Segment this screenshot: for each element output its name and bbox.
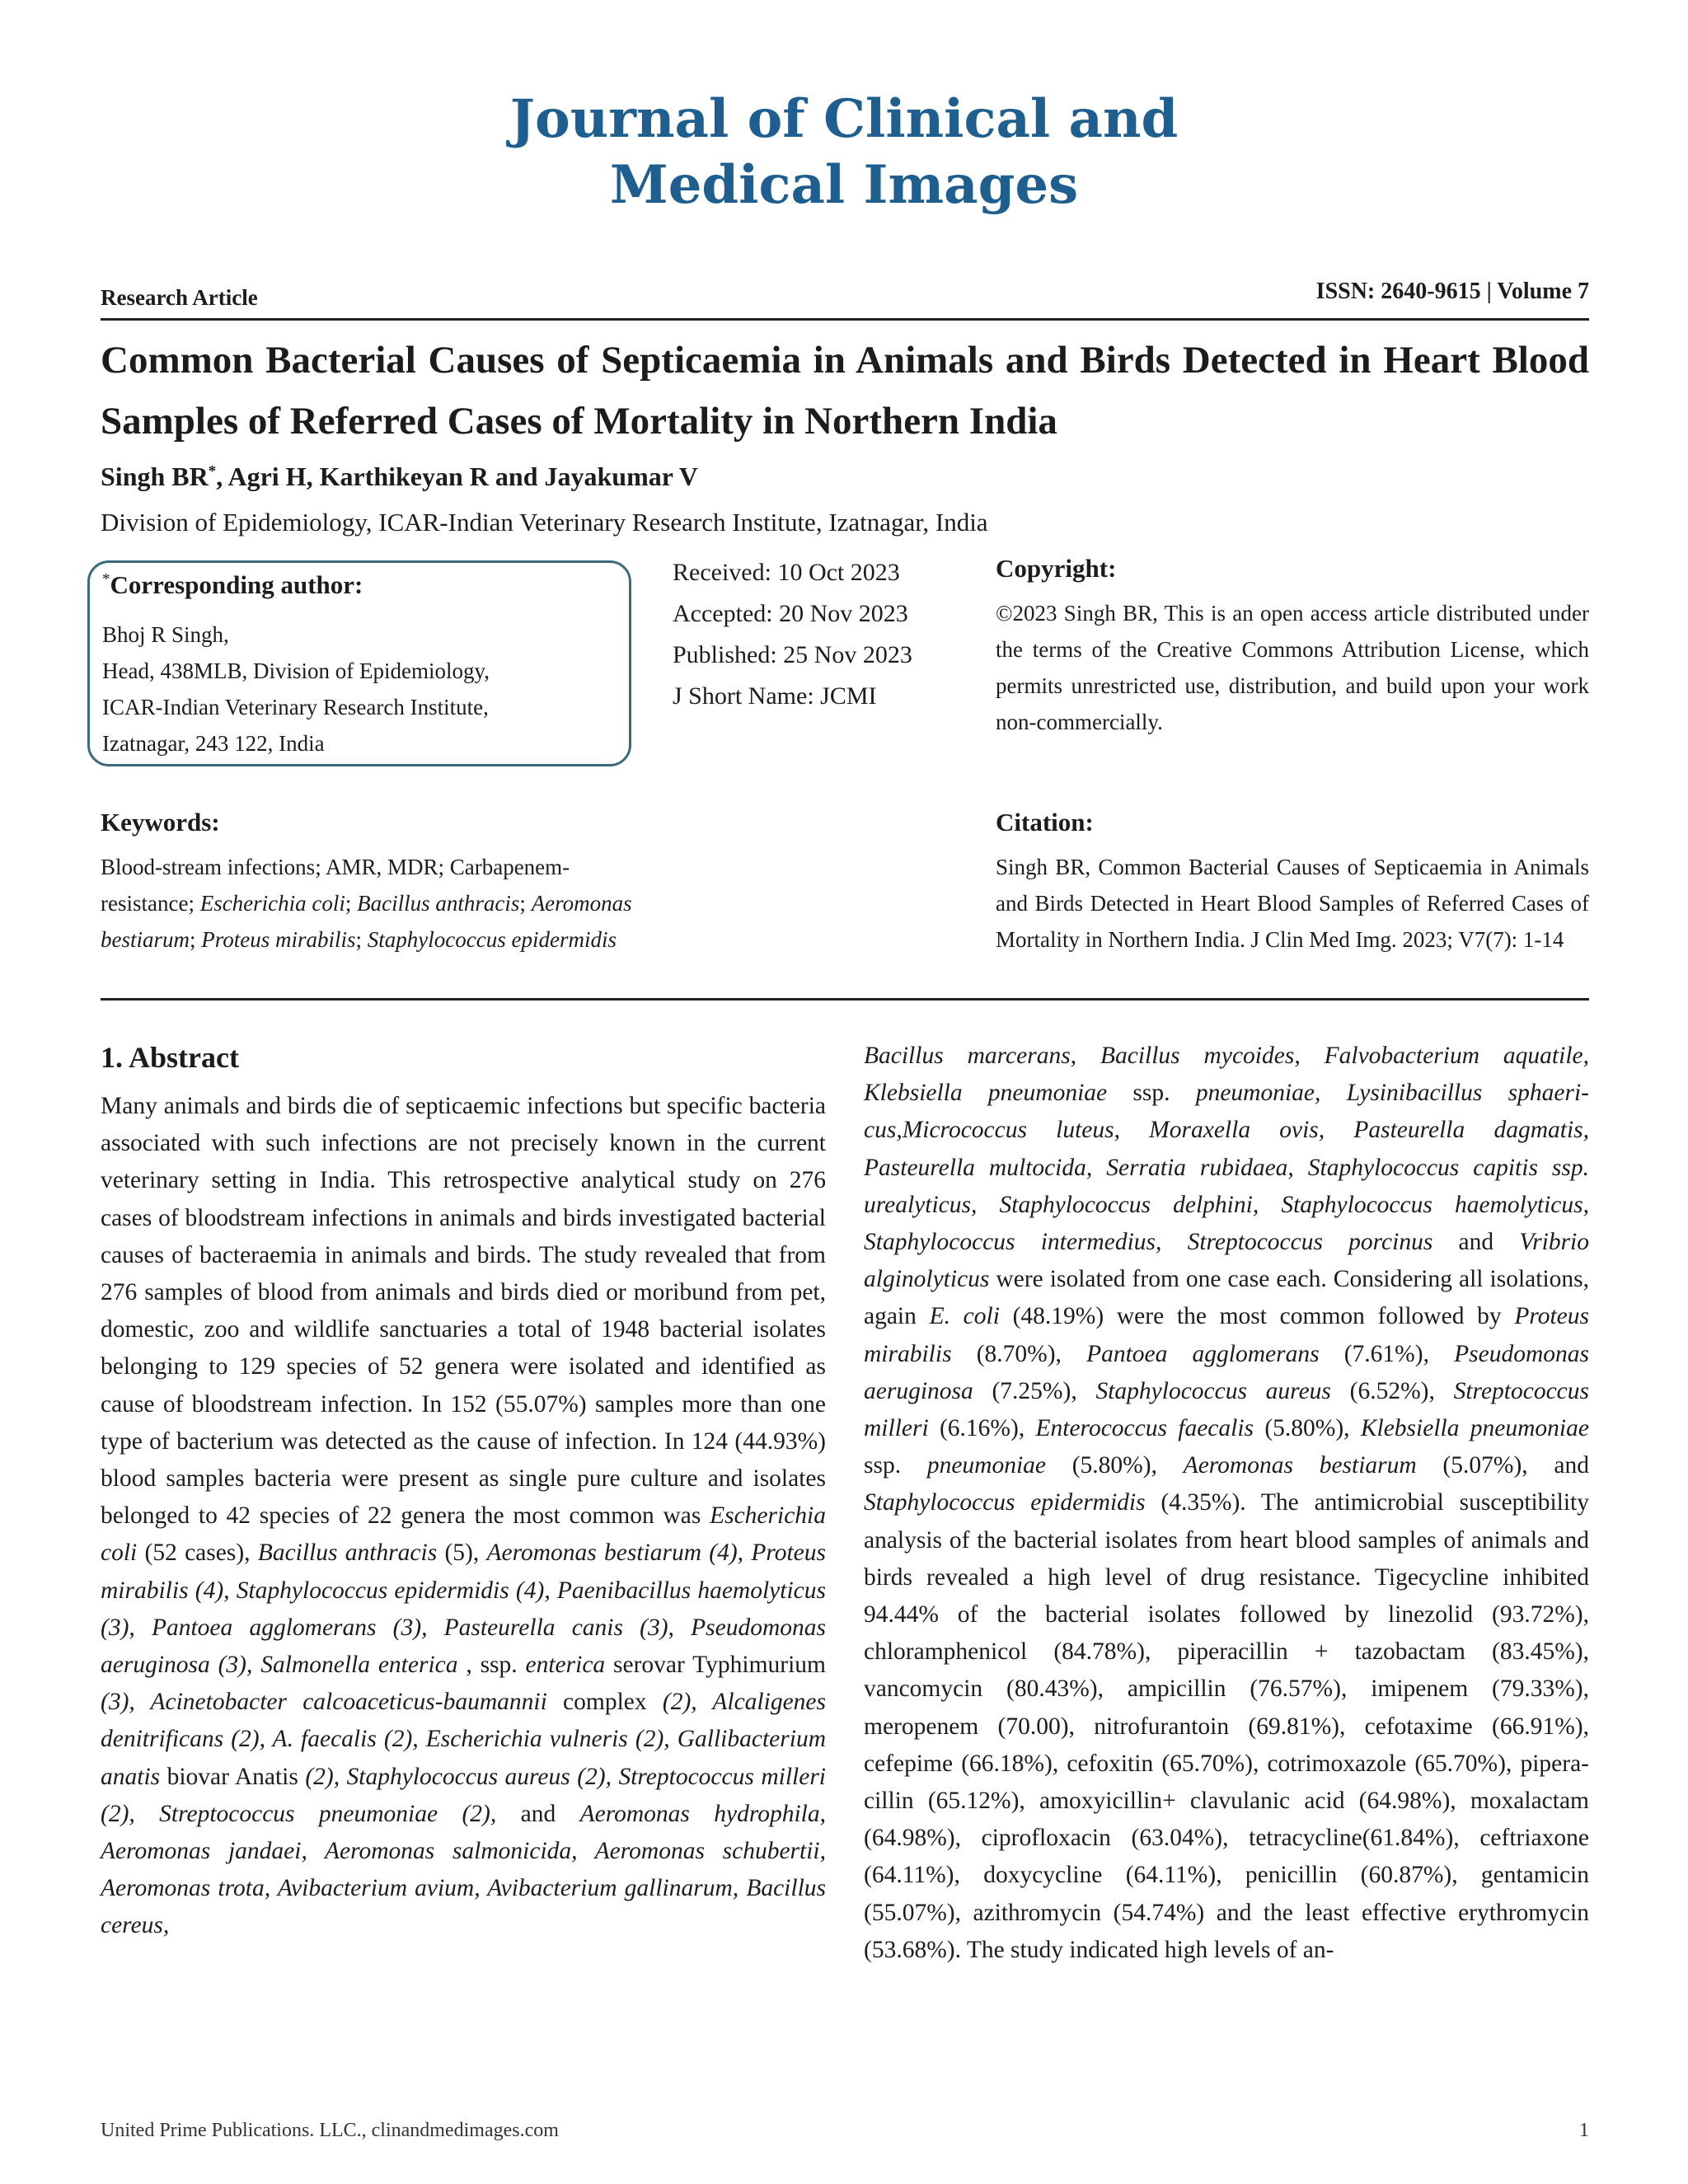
keywords-heading: Keywords: (101, 808, 220, 837)
italic-run: Proteus mirabilis (864, 1303, 1590, 1367)
page-number: 1 (1579, 2120, 1589, 2141)
text-run: (52 cases), (137, 1540, 258, 1567)
italic-run: Enterococcus faecalis (1035, 1415, 1254, 1442)
italic-run: E. coli (929, 1303, 1000, 1330)
corresponding-mark: * (208, 462, 217, 480)
issn-volume: ISSN: 2640-9615 | Volume 7 (1315, 279, 1589, 304)
article-type: Research Article (101, 285, 258, 310)
italic-run: Staphylococcus epidermidis (367, 927, 617, 952)
text-run: ; (355, 927, 368, 952)
keywords-text (101, 849, 661, 958)
corr-line: Izatnagar, 243 122, India (102, 731, 325, 756)
italic-run: Staphylococcus aureus (1095, 1377, 1331, 1404)
text-run: ; (345, 891, 358, 916)
italic-run: Aeromonas bestiarum (101, 891, 632, 952)
italic-run: pneumoniae, Lysinibacillus sphaericus,Micrococcus luteus, Moraxella ovis, Pasteurella dagmatis, Pasteurella multocida, Serratia rubidaea, Staphylococcus capitis ssp. urealyticus, Staphylococcus delphini, Staphylococcus haemolyticus, Staphylococcus intermedius, Streptococcus porcinus (864, 1080, 1589, 1256)
text-run: were isolated from one case each. Considering all isolations, again (864, 1266, 1589, 1330)
italic-run: (2), Alcaligenes denitrificans (2), A. faecalis (2), Escherichia vulneris (2), Gallibacterium anatis (101, 1689, 826, 1790)
journal-short-name: J Short Name: JCMI (673, 682, 877, 710)
italic-run: Aeromonas bestiarum (1183, 1452, 1417, 1479)
journal-title-line-1: Journal of Clinical and (509, 88, 1179, 150)
italic-run: Escherichia coli (101, 1502, 826, 1567)
text-run: biovar Anatis (160, 1763, 306, 1790)
italic-run: Aeromonas bestiarum (4), Proteus mirabilis (4), Staphylococcus epidermidis (4), Paenibacillus haemolyticus (3), Pantoea agglomerans (3), Pasteurella canis (3), Pseudomonas aeruginosa (3), Salmonella enterica (101, 1540, 826, 1679)
italic-run: Bacillus marcerans, Bacillus mycoides, Falvobacterium aquatile, Klebsiella pneumoniae (864, 1043, 1589, 1107)
text-run: and (496, 1800, 580, 1827)
corresponding-author-address (102, 616, 490, 762)
corresponding-asterisk: * (102, 570, 110, 588)
text-run: (5.80%), (1046, 1452, 1184, 1479)
text-run: (48.19%) were the most common followed by (999, 1303, 1515, 1330)
corr-line: ICAR-Indian Veterinary Research Institute, (102, 695, 489, 719)
text-run: , ssp. (457, 1652, 526, 1679)
journal-title-line-2: Medical Images (609, 154, 1079, 216)
text-run: (6.52%), (1330, 1377, 1454, 1404)
italic-run: (2), Staphylococcus aureus (2), Streptococcus milleri (2), Streptococcus pneumoniae (2), (101, 1763, 826, 1827)
corresponding-heading-label: Corresponding author: (110, 570, 363, 599)
italic-run: (3), Acinetobacter calcoaceticus-baumannii (101, 1689, 547, 1716)
italic-run: Escherichia coli (199, 891, 345, 916)
received-date: Received: 10 Oct 2023 (673, 559, 900, 586)
footer-publisher: United Prime Publications. LLC., clinandmedimages.com (101, 2120, 559, 2141)
text-run: (7.61%), (1319, 1340, 1455, 1367)
italic-run: Aeromonas hydrophila, Aeromonas jandaei, Aeromonas salmonicida, Aeromonas schubertii, Aeromonas trota, Avibacterium avium, Avibacterium gallinarum, Bacillus cereus, (101, 1800, 826, 1939)
header-divider (101, 318, 1589, 321)
other-authors: , Agri H, Karthikeyan R and Jayakumar V (216, 462, 698, 491)
abstract-heading: 1. Abstract (101, 1041, 239, 1074)
text-run: complex (546, 1689, 663, 1716)
published-date: Published: 25 Nov 2023 (673, 641, 912, 668)
text-run: serovar Typhimurium (605, 1652, 826, 1679)
italic-run: Streptococcus milleri (864, 1377, 1589, 1442)
first-author: Singh BR (101, 462, 209, 491)
authors (101, 462, 698, 492)
italic-run: pneumoniae (926, 1452, 1046, 1479)
corr-line: Bhoj R Singh, (102, 622, 229, 647)
corresponding-author-heading (102, 570, 363, 600)
text-run: ssp. (1107, 1080, 1196, 1107)
text-run: ; (190, 927, 202, 952)
italic-run: Bacillus anthracis (257, 1540, 438, 1567)
text-run: (6.16%), (928, 1415, 1036, 1442)
italic-run: Bacillus anthracis (357, 891, 520, 916)
italic-run: Vribrio alginolyticus (864, 1229, 1589, 1293)
text-run: (8.70%), (951, 1340, 1087, 1367)
italic-run: enterica (525, 1652, 606, 1679)
accepted-date: Accepted: 20 Nov 2023 (673, 600, 908, 627)
corr-line: Head, 438MLB, Division of Epidemiology, (102, 658, 490, 683)
text-run: and (1432, 1229, 1520, 1256)
text-run: Many animals and birds die of septicaemic infections but specific bacteria associated with such infections are not precisely known in the current veterinary setting in India. This retrospective analytical study on 276 cases of bloodstream infections in animals and birds investigated bacterial causes of bacteraemia in animals and birds. The study revealed that from 276 samples of blood from animals and birds died or moribund from pet, domestic, zoo and wildlife sanctuaries a total of 1948 bacterial isolates belonging to 129 species of 52 genera were isolated and identified as cause of bloodstream infection. In 152 (55.07%) samples more than one type of bacterium was detected as the cause of infection. In 124 (44.93%) blood samples bacteria were present as single pure culture and isolates belonged to 42 species of 22 genera the most common was (101, 1093, 826, 1530)
italic-run: Proteus mirabilis (201, 927, 356, 952)
journal-title (0, 87, 1688, 218)
citation-text: Singh BR, Common Bacterial Causes of Septicaemia in Animals and Birds Detected in Heart Blood Samples of Referred Cases of Mortality in Northern India. J Clin Med Img. 2023; V7(7): 1-14 (996, 855, 1589, 952)
text-run: (4.35%). The antimicrobial susceptibility analysis of the bacterial isolates from heart blood samples of animals and birds revealed a high level of drug resistance. Tigecycline inhibited 94.44% of the bacterial isolates followed by linezolid (93.72%), chloramphenicol (84.78%), piperacillin + tazobactam (83.45%), vancomycin (80.43%), ampicillin (76.57%), imipenem (79.33%), meropenem (70.00), nitrofurantoin (69.81%), cefotaxime (66.91%), cefepime (66.18%), cefoxitin (65.70%), cotrimoxazole (65.70%), piperacillin (65.12%), amoxyicillin+ clavulanic acid (64.98%), moxalactam (64.98%), ciprofloxacin (63.04%), tetracycline(61.84%), ceftriaxone (64.11%), doxycycline (64.11%), penicillin (60.87%), gentamicin (55.07%), azithromycin (54.74%) and the least effective erythromycin (53.68%). The study indicated high levels of an- (864, 1489, 1590, 1963)
text-run: (5.80%), (1254, 1415, 1361, 1442)
affiliation: Division of Epidemiology, ICAR-Indian Veterinary Research Institute, Izatnagar, India (101, 508, 988, 537)
article-dates (673, 552, 912, 717)
abstract-column-left (101, 1088, 826, 1945)
paper-title: Common Bacterial Causes of Septicaemia in Animals and Birds Detected in Heart Blood Samples of Referred Cases of Mortality in Northern India (101, 339, 1589, 443)
copyright-heading: Copyright: (996, 554, 1117, 583)
italic-run: Klebsiella pneumoniae (1360, 1415, 1589, 1442)
abstract-column-right (864, 1038, 1589, 1969)
text-run: Blood-stream infections; AMR, MDR; Carbapenem-resistance; (101, 855, 570, 916)
copyright-text: ©2023 Singh BR, This is an open access article distributed under the terms of the Creative Commons Attribution License, which permits unrestricted use, distribution, and build upon your work non-commercially. (996, 601, 1589, 734)
text-run: (5), (437, 1540, 487, 1567)
text-run: (5.07%), and (1416, 1452, 1589, 1479)
citation-heading: Citation: (996, 808, 1094, 837)
text-run: (7.25%), (973, 1377, 1096, 1404)
section-divider (101, 998, 1589, 1001)
italic-run: Staphylococcus epidermidis (864, 1489, 1146, 1516)
text-run: ; (519, 891, 532, 916)
text-run: ssp. (864, 1452, 927, 1479)
italic-run: Pseudomonas aeruginosa (864, 1340, 1589, 1404)
italic-run: Pantoea agglomerans (1086, 1340, 1320, 1367)
